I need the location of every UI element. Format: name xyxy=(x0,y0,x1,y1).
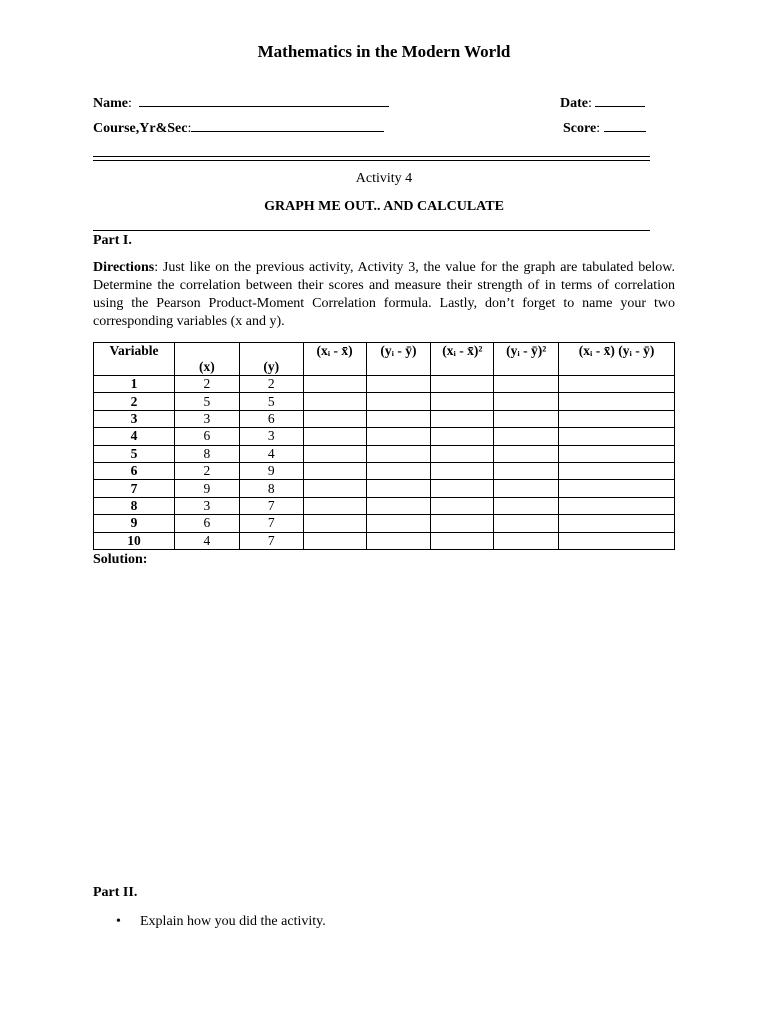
blank-answer-cell[interactable] xyxy=(366,532,431,549)
blank-answer-cell[interactable] xyxy=(431,515,494,532)
solution-label: Solution: xyxy=(93,552,148,567)
course-blank[interactable] xyxy=(191,119,384,132)
blank-answer-cell[interactable] xyxy=(366,393,431,410)
y-value-cell: 3 xyxy=(239,428,303,445)
x-value-cell: 4 xyxy=(174,532,239,549)
table-row xyxy=(94,445,675,462)
blank-answer-cell[interactable] xyxy=(494,515,559,532)
variable-cell: 2 xyxy=(94,393,175,410)
y-value-cell: 7 xyxy=(239,515,303,532)
blank-answer-cell[interactable] xyxy=(559,393,675,410)
directions-paragraph xyxy=(93,259,675,331)
y-value-cell: 8 xyxy=(239,480,303,497)
header-x-dev: (xᵢ - x̄) xyxy=(303,343,366,376)
blank-answer-cell[interactable] xyxy=(559,376,675,393)
activity-subtitle: GRAPH ME OUT.. AND CALCULATE xyxy=(264,199,504,214)
variable-cell: 8 xyxy=(94,497,175,514)
x-value-cell: 8 xyxy=(174,445,239,462)
table-row xyxy=(94,515,675,532)
blank-answer-cell[interactable] xyxy=(431,462,494,479)
variable-cell: 5 xyxy=(94,445,175,462)
blank-answer-cell[interactable] xyxy=(494,445,559,462)
course-label: Course,Yr&Sec xyxy=(93,121,188,136)
blank-answer-cell[interactable] xyxy=(303,410,366,427)
table-row xyxy=(94,480,675,497)
directions-label: Directions xyxy=(93,260,155,275)
score-field: Score: xyxy=(563,119,646,137)
bullet-icon: • xyxy=(116,914,121,929)
blank-answer-cell[interactable] xyxy=(303,428,366,445)
table-row xyxy=(94,376,675,393)
blank-answer-cell[interactable] xyxy=(431,393,494,410)
blank-answer-cell[interactable] xyxy=(559,462,675,479)
score-blank[interactable] xyxy=(604,119,646,132)
blank-answer-cell[interactable] xyxy=(366,445,431,462)
blank-answer-cell[interactable] xyxy=(559,410,675,427)
blank-answer-cell[interactable] xyxy=(303,445,366,462)
part2-heading: Part II. xyxy=(93,885,138,900)
y-value-cell: 6 xyxy=(239,410,303,427)
variable-cell: 4 xyxy=(94,428,175,445)
blank-answer-cell[interactable] xyxy=(431,428,494,445)
y-value-cell: 4 xyxy=(239,445,303,462)
blank-answer-cell[interactable] xyxy=(366,497,431,514)
x-value-cell: 9 xyxy=(174,480,239,497)
x-value-cell: 3 xyxy=(174,497,239,514)
blank-answer-cell[interactable] xyxy=(494,393,559,410)
directions-text: : Just like on the previous activity, Activity 3, the value for the graph are tabulated below. Determine the correlation between their scores and measure their strength of in terms of correlation using the Pearson Product-Moment Correlation formula. Lastly, don’t forget to name your two corresponding variables (x and y). xyxy=(93,260,675,329)
x-value-cell: 6 xyxy=(174,515,239,532)
table-row xyxy=(94,393,675,410)
blank-answer-cell[interactable] xyxy=(303,497,366,514)
blank-answer-cell[interactable] xyxy=(494,497,559,514)
blank-answer-cell[interactable] xyxy=(303,376,366,393)
variable-cell: 10 xyxy=(94,532,175,549)
header-y: (y) xyxy=(239,343,303,376)
date-field: Date: xyxy=(560,94,645,112)
blank-answer-cell[interactable] xyxy=(559,532,675,549)
table-row xyxy=(94,410,675,427)
bullet-text: Explain how you did the activity. xyxy=(140,914,326,929)
x-value-cell: 2 xyxy=(174,376,239,393)
blank-answer-cell[interactable] xyxy=(366,376,431,393)
x-value-cell: 3 xyxy=(174,410,239,427)
y-value-cell: 9 xyxy=(239,462,303,479)
table-row xyxy=(94,462,675,479)
blank-answer-cell[interactable] xyxy=(559,515,675,532)
y-value-cell: 7 xyxy=(239,497,303,514)
blank-answer-cell[interactable] xyxy=(431,410,494,427)
table-row xyxy=(94,497,675,514)
variable-cell: 7 xyxy=(94,480,175,497)
blank-answer-cell[interactable] xyxy=(431,376,494,393)
double-divider xyxy=(93,156,650,161)
blank-answer-cell[interactable] xyxy=(431,532,494,549)
date-blank[interactable] xyxy=(595,94,645,107)
x-value-cell: 2 xyxy=(174,462,239,479)
blank-answer-cell[interactable] xyxy=(366,410,431,427)
data-table xyxy=(93,342,675,550)
blank-answer-cell[interactable] xyxy=(366,462,431,479)
variable-cell: 3 xyxy=(94,410,175,427)
blank-answer-cell[interactable] xyxy=(494,376,559,393)
part1-heading: Part I. xyxy=(93,233,132,248)
header-y-dev-sq: (yᵢ - ȳ)² xyxy=(494,343,559,376)
date-label: Date xyxy=(560,96,588,111)
header-variable: Variable xyxy=(94,343,175,376)
table-row xyxy=(94,428,675,445)
blank-answer-cell[interactable] xyxy=(303,462,366,479)
activity-label: Activity 4 xyxy=(355,171,413,186)
name-label: Name xyxy=(93,96,128,111)
blank-answer-cell[interactable] xyxy=(366,480,431,497)
blank-answer-cell[interactable] xyxy=(494,410,559,427)
header-y-dev: (yᵢ - ȳ) xyxy=(366,343,431,376)
table-header-row xyxy=(94,343,675,376)
blank-answer-cell[interactable] xyxy=(303,532,366,549)
course-field: Course,Yr&Sec: xyxy=(93,119,384,137)
score-label: Score xyxy=(563,121,597,136)
header-x-dev-sq: (xᵢ - x̄)² xyxy=(431,343,494,376)
blank-answer-cell[interactable] xyxy=(494,462,559,479)
blank-answer-cell[interactable] xyxy=(366,428,431,445)
document-title: Mathematics in the Modern World xyxy=(257,42,511,61)
blank-answer-cell[interactable] xyxy=(494,532,559,549)
header-product: (xᵢ - x̄) (yᵢ - ȳ) xyxy=(559,343,675,376)
blank-answer-cell[interactable] xyxy=(303,480,366,497)
variable-cell: 9 xyxy=(94,515,175,532)
y-value-cell: 7 xyxy=(239,532,303,549)
table-row xyxy=(94,532,675,549)
part2-bullet xyxy=(116,914,326,930)
variable-cell: 6 xyxy=(94,462,175,479)
x-value-cell: 5 xyxy=(174,393,239,410)
x-value-cell: 6 xyxy=(174,428,239,445)
blank-answer-cell[interactable] xyxy=(559,497,675,514)
blank-answer-cell[interactable] xyxy=(431,445,494,462)
blank-answer-cell[interactable] xyxy=(494,480,559,497)
name-field: Name: xyxy=(93,94,389,112)
blank-answer-cell[interactable] xyxy=(559,480,675,497)
blank-answer-cell[interactable] xyxy=(494,428,559,445)
y-value-cell: 2 xyxy=(239,376,303,393)
blank-answer-cell[interactable] xyxy=(366,515,431,532)
blank-answer-cell[interactable] xyxy=(303,515,366,532)
blank-answer-cell[interactable] xyxy=(303,393,366,410)
y-value-cell: 5 xyxy=(239,393,303,410)
blank-answer-cell[interactable] xyxy=(559,445,675,462)
variable-cell: 1 xyxy=(94,376,175,393)
header-x: (x) xyxy=(174,343,239,376)
name-blank[interactable] xyxy=(139,94,389,107)
section-divider xyxy=(93,230,650,231)
blank-answer-cell[interactable] xyxy=(431,497,494,514)
blank-answer-cell[interactable] xyxy=(431,480,494,497)
blank-answer-cell[interactable] xyxy=(559,428,675,445)
